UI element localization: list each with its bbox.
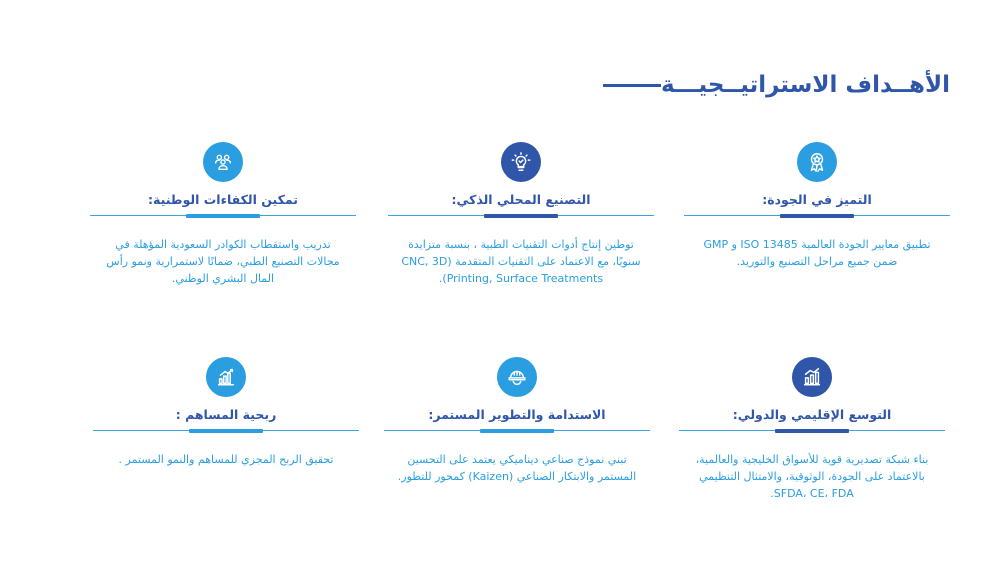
goal-card-shareholder-profit	[93, 357, 359, 468]
goal-card-sustainability	[384, 357, 650, 485]
card-title: التصنيع المحلي الذكي:	[451, 192, 591, 207]
goal-card-national-talent	[90, 142, 356, 287]
card-title: ربحية المساهم :	[175, 407, 277, 422]
card-description: تدريب واستقطاب الكوادر السعودية المؤهلة في مجالات التصنيع الطبي، ضمانًا لاستمرارية ونمو رأس المال البشري الوطني.	[106, 238, 340, 285]
card-title: التميز في الجودة:	[762, 192, 872, 207]
card-divider	[388, 215, 654, 216]
title-accent-line	[603, 84, 661, 87]
engineer-helmet-icon	[497, 357, 537, 397]
card-description: تبني نموذج صناعي ديناميكي يعتمد على التحسين المستمر والابتكار الصناعي (Kaizen) كمحور للتطور.	[397, 453, 637, 483]
smart-bulb-icon	[501, 142, 541, 182]
award-medal-icon	[797, 142, 837, 182]
card-description: تطبيق معايير الجودة العالمية ISO 13485 و GMP ضمن جميع مراحل التصنيع والتوريد.	[703, 238, 931, 268]
people-group-icon	[203, 142, 243, 182]
card-title: التوسع الإقليمي والدولي:	[732, 407, 892, 422]
card-description: بناء شبكة تصديرية قوية للأسواق الخليجية والعالمية، بالاعتماد على الجودة، الوثوقية، والامتثال التنظيمي SFDA، CE، FDA.	[695, 453, 929, 500]
bar-chart-icon	[792, 357, 832, 397]
card-title: الاستدامة والتطوير المستمر:	[428, 407, 606, 422]
card-description: توطين إنتاج أدوات التقنيات الطبية ، بنسبة متزايدة سنويًا، مع الاعتماد على التقنيات المتقدمة (CNC, 3D Printing, Surface Treatments).	[401, 238, 641, 285]
page-title: الأهــداف الاستراتيــجيـــة	[660, 72, 950, 98]
card-divider	[384, 430, 650, 431]
card-title: تمكين الكفاءات الوطنية:	[148, 192, 298, 207]
card-divider	[90, 215, 356, 216]
card-divider	[93, 430, 359, 431]
growth-chart-icon	[206, 357, 246, 397]
goal-card-quality	[684, 142, 950, 270]
card-divider	[679, 430, 945, 431]
card-divider	[684, 215, 950, 216]
card-description: تحقيق الربح المجزي للمساهم والنمو المستمر .	[118, 453, 334, 466]
page-header	[589, 72, 950, 98]
goal-card-smart-manufacturing	[388, 142, 654, 287]
goal-card-expansion	[679, 357, 945, 502]
